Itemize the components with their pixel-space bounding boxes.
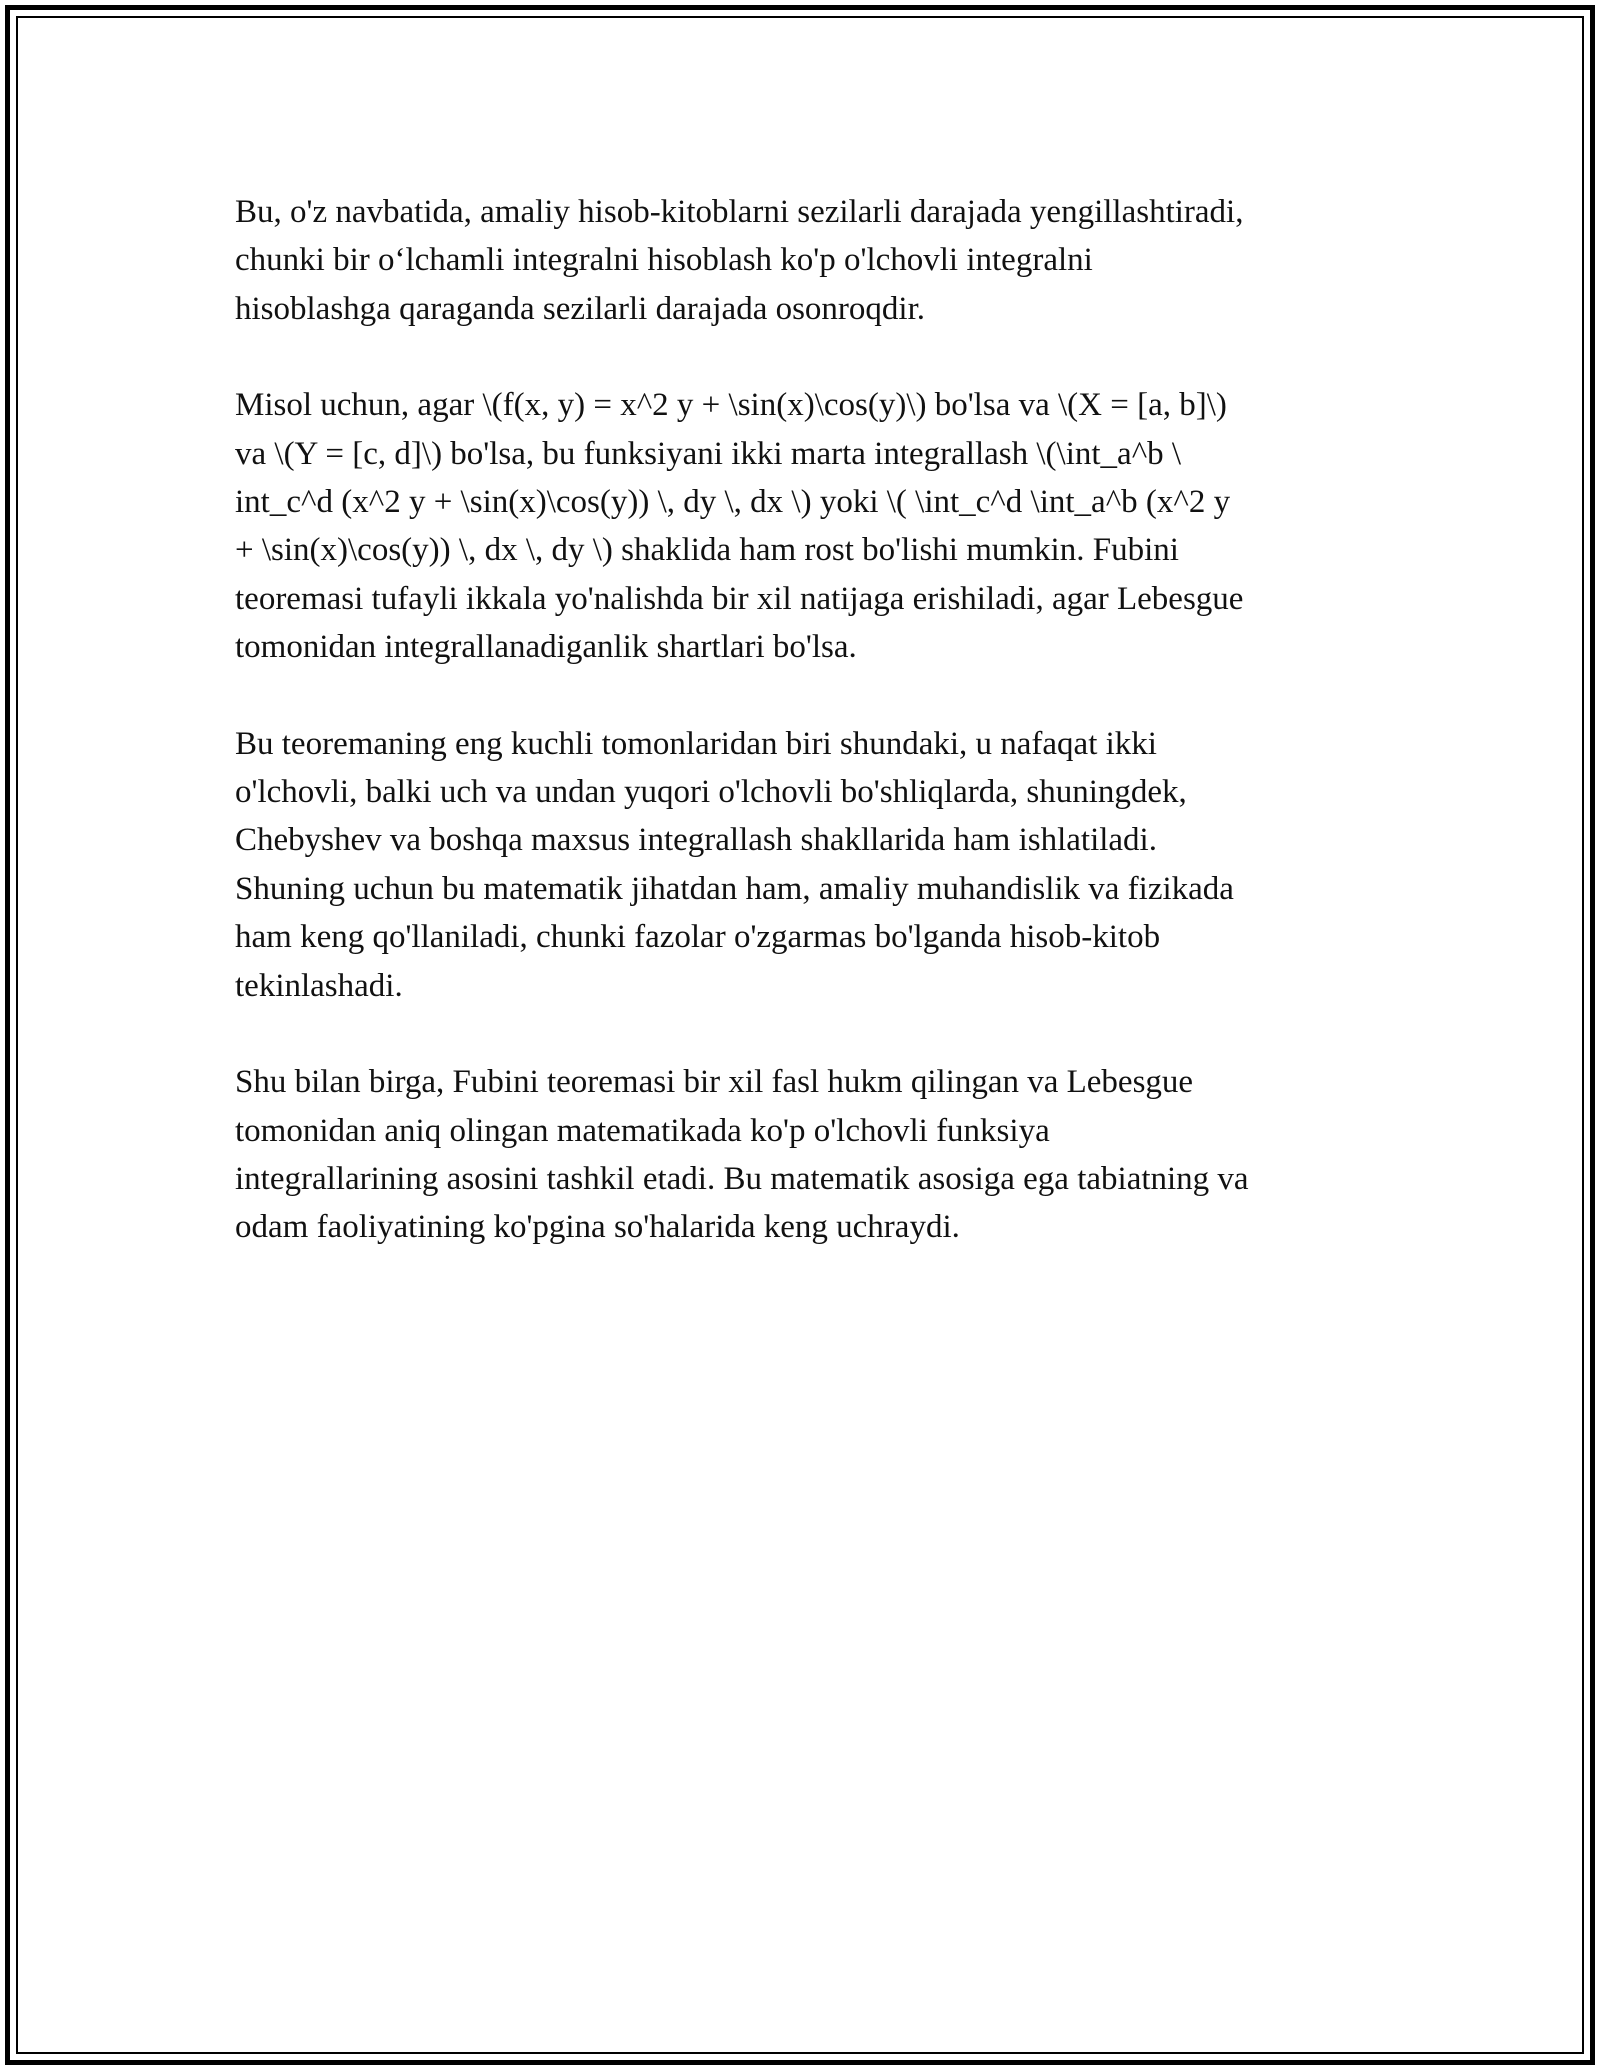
paragraph-4 [235,1058,1375,1252]
paragraph-1 [235,188,1375,333]
text-line: chunki bir o‘lchamli integralni hisoblash ko'p o'lchovli integralni [235,242,1093,279]
document-body [235,188,1375,1300]
text-line: + \sin(x)\cos(y)) \, dx \, dy \) shaklida ham rost bo'lishi mumkin. Fubini [235,532,1179,569]
text-line: odam faoliyatining ko'pgina so'halarida keng uchraydi. [235,1209,960,1246]
text-line: int_c^d (x^2 y + \sin(x)\cos(y)) \, dy \, dx \) yoki \( \int_c^d \int_a^b (x^2 y [235,484,1231,521]
paragraph-3 [235,720,1375,1010]
paragraph-2 [235,381,1375,671]
text-line: tomonidan integrallanadiganlik shartlari bo'lsa. [235,629,857,666]
text-line: va \(Y = [c, d]\) bo'lsa, bu funksiyani ikki marta integrallash \(\int_a^b \ [235,435,1182,472]
text-line: o'lchovli, balki uch va undan yuqori o'lchovli bo'shliqlarda, shuningdek, [235,774,1187,811]
text-line: tomonidan aniq olingan matematikada ko'p o'lchovli funksiya [235,1112,1050,1149]
text-line: Misol uchun, agar \(f(x, y) = x^2 y + \sin(x)\cos(y)\) bo'lsa va \(X = [a, b]\) [235,387,1227,424]
text-line: hisoblashga qaraganda sezilarli darajada osonroqdir. [235,290,926,327]
text-line: ham keng qo'llaniladi, chunki fazolar o'zgarmas bo'lganda hisob-kitob [235,919,1161,956]
text-line: teoremasi tufayli ikkala yo'nalishda bir xil natijaga erishiladi, agar Lebesgue [235,580,1244,617]
text-line: integrallarining asosini tashkil etadi. Bu matematik asosiga ega tabiatning va [235,1160,1249,1197]
text-line: tekinlashadi. [235,967,403,1004]
text-line: Bu teoremaning eng kuchli tomonlaridan biri shundaki, u nafaqat ikki [235,725,1157,762]
text-line: Shuning uchun bu matematik jihatdan ham, amaliy muhandislik va fizikada [235,870,1234,907]
text-line: Shu bilan birga, Fubini teoremasi bir xil fasl hukm qilingan va Lebesgue [235,1064,1194,1101]
text-line: Bu, o'z navbatida, amaliy hisob-kitoblarni sezilarli darajada yengillashtiradi, [235,194,1244,230]
text-line: Chebyshev va boshqa maxsus integrallash shakllarida ham ishlatiladi. [235,822,1157,859]
